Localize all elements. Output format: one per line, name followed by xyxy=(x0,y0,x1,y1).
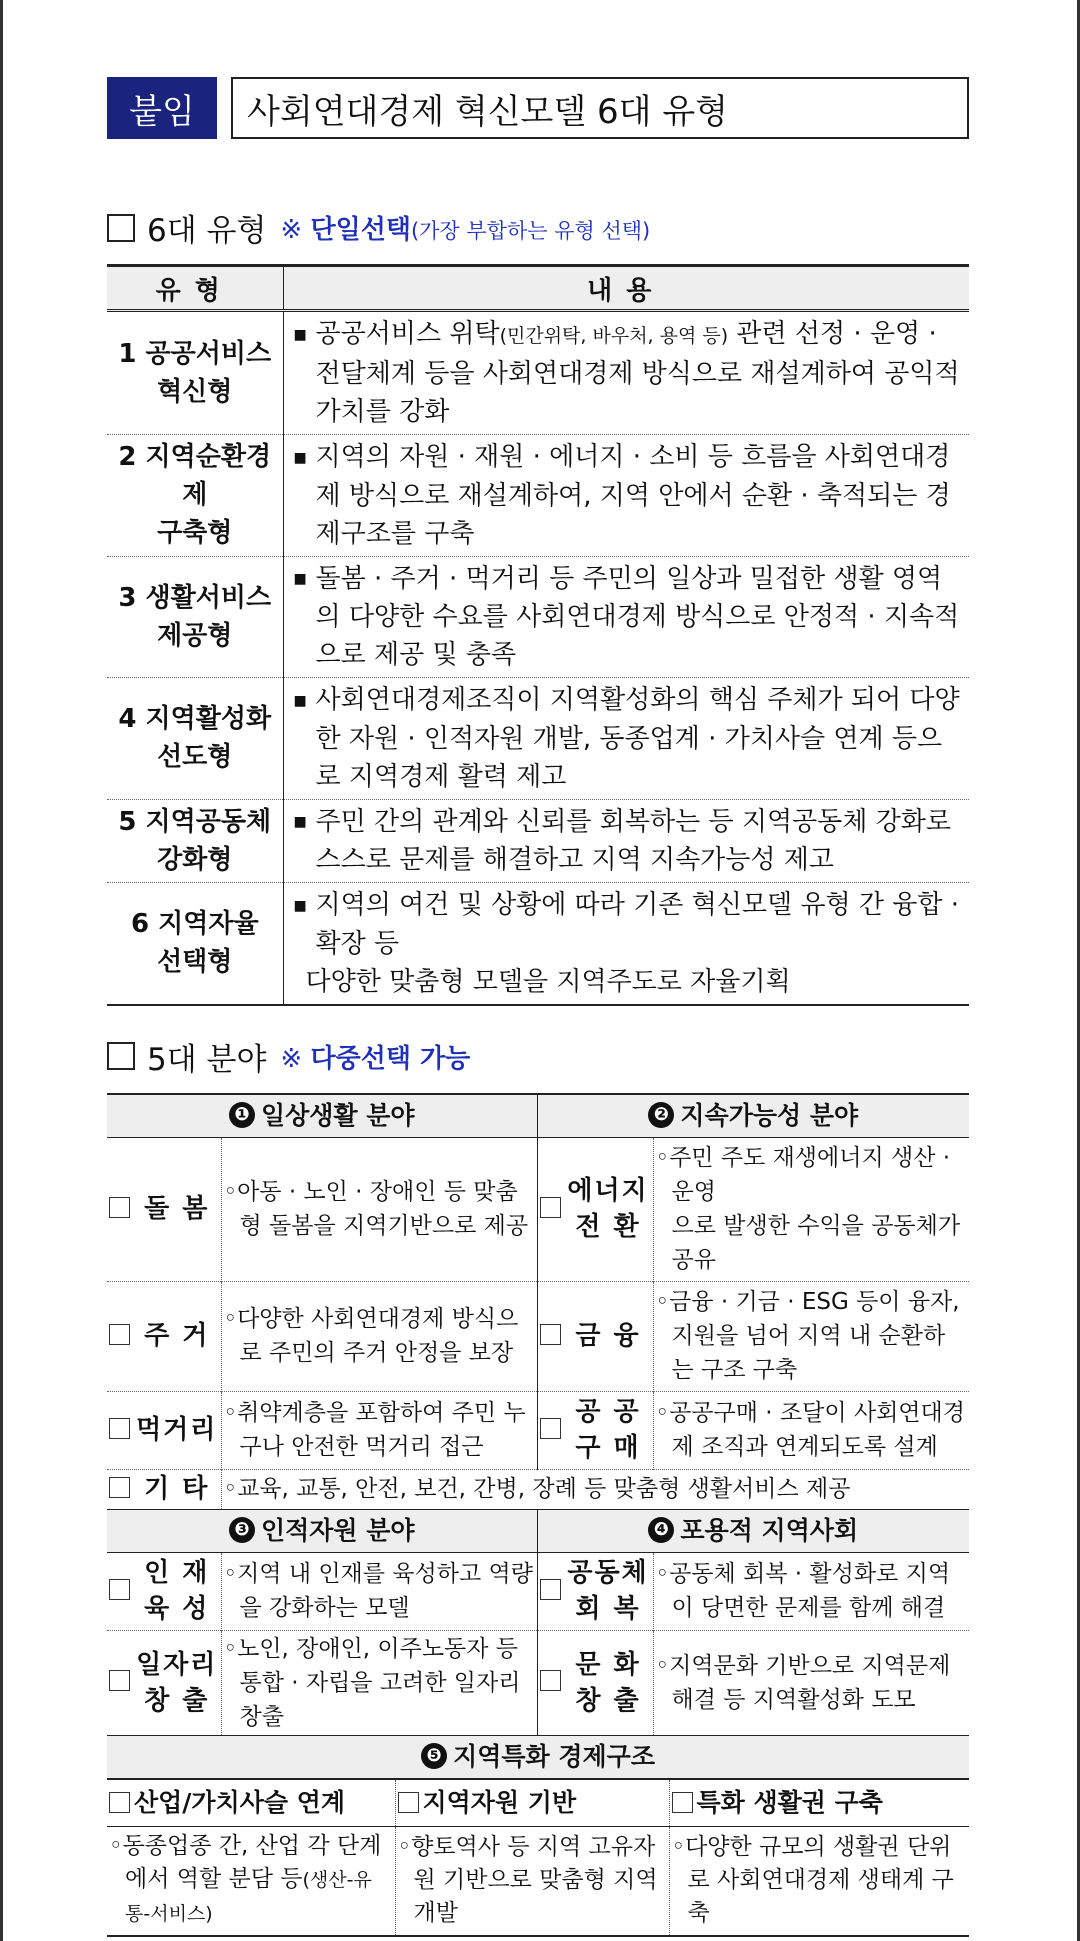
option-label: 금 융 xyxy=(575,1321,641,1351)
col-content-header: 내용 xyxy=(283,266,969,311)
option-desc xyxy=(653,1552,969,1630)
group-header-sustainability xyxy=(537,1094,969,1138)
square-bullet-icon: ■ xyxy=(293,692,307,709)
option-label: 공 공 xyxy=(575,1397,641,1427)
desc-text: 돌봄 · 주거 · 먹거리 등 주민의 일상과 밀접한 생활 영역의 다양한 수요를 사회연대경제 방식으로 안정적 · 지속적으로 제공 및 충족 xyxy=(315,563,960,670)
desc-text: 지역의 여건 및 상황에 따라 기존 혁신모델 유형 간 융합 · 확장 등 xyxy=(315,890,959,959)
option-housing[interactable] xyxy=(107,1281,221,1391)
option-label: 창 출 xyxy=(575,1685,641,1716)
desc-text: ◦다양한 사회연대경제 방식으로 주민의 주거 안정을 보장 xyxy=(223,1306,519,1366)
option-local-resources[interactable] xyxy=(395,1780,669,1827)
option-label: 문 화 xyxy=(575,1649,641,1680)
table-row xyxy=(107,799,969,883)
checkbox-icon[interactable] xyxy=(540,1579,561,1600)
desc-text: 으로 발생한 수익을 공동체가 공유 xyxy=(671,1213,961,1273)
option-food[interactable] xyxy=(107,1391,221,1469)
desc-text: ◦공동체 회복 · 활성화로 지역이 당면한 문제를 함께 해결 xyxy=(655,1561,951,1621)
desc-text: 공공서비스 위탁 xyxy=(315,319,500,349)
desc-text: 관련 선정 · 운영 · 전달체계 등을 사회연대경제 방식으로 재설계하여 공익적 가치를 강화 xyxy=(315,319,960,427)
type-suffix: 구축형 xyxy=(157,518,233,549)
checkbox-icon[interactable] xyxy=(540,1670,561,1691)
five-fields-table xyxy=(107,1093,969,1780)
option-desc xyxy=(653,1137,969,1281)
desc-cell xyxy=(283,435,969,557)
group-header-regional-economy xyxy=(107,1735,969,1779)
option-label: 공동체 xyxy=(567,1558,649,1588)
square-bullet-icon: ■ xyxy=(293,814,307,830)
group-header-inclusive-community xyxy=(537,1509,969,1552)
type-number: 3 xyxy=(118,582,137,613)
square-bullet-icon: ■ xyxy=(293,326,307,343)
table-row xyxy=(107,556,969,678)
group-title: 지역특화 경제구조 xyxy=(453,1741,655,1771)
note-mark: ※ xyxy=(280,1043,303,1074)
option-label: 일자리 xyxy=(136,1649,218,1680)
option-public-procurement[interactable] xyxy=(537,1391,653,1469)
type-suffix: 혁신형 xyxy=(157,377,233,407)
number-5-icon: ❺ xyxy=(421,1743,447,1769)
attachment-header xyxy=(107,77,969,139)
desc-text: ◦주민 주도 재생에너지 생산 · 운영 xyxy=(655,1145,951,1205)
regional-economy-table xyxy=(107,1780,969,1938)
option-desc xyxy=(221,1391,537,1469)
desc-text: 다양한 맞춤형 모델을 지역주도로 자율기획 xyxy=(305,966,791,997)
type-name: 지역순환경제 xyxy=(145,442,272,511)
document-page xyxy=(107,77,969,1937)
desc-text: ◦지역 내 인재를 육성하고 역량을 강화하는 모델 xyxy=(223,1561,533,1621)
section-five-fields-heading xyxy=(107,1034,969,1079)
option-community-recovery[interactable] xyxy=(537,1552,653,1630)
desc-text: ◦지역문화 기반으로 지역문제 해결 등 지역활성화 도모 xyxy=(655,1652,951,1713)
desc-text: ◦공공구매 · 조달이 사회연대경제 조직과 연계되도록 설계 xyxy=(655,1400,965,1460)
desc-text: 사회연대경제조직이 지역활성화의 핵심 주체가 되어 다양한 자원 · 인적자원 개발, 동종업계 · 가치사슬 연계 등으로 지역경제 활력 제고 xyxy=(315,685,960,792)
desc-cell xyxy=(283,678,969,800)
selection-note xyxy=(280,1038,470,1075)
desc-text: ◦향토역사 등 지역 고유자원 기반으로 맞춤형 지역개발 xyxy=(397,1834,658,1927)
option-label: 특화 생활권 구축 xyxy=(696,1788,883,1817)
option-jobs[interactable] xyxy=(107,1630,221,1735)
section-six-types-heading xyxy=(107,205,969,250)
checkbox-icon[interactable] xyxy=(672,1792,693,1813)
type-cell xyxy=(107,435,283,557)
option-desc xyxy=(653,1281,969,1391)
note-bold: 단일선택 xyxy=(310,215,411,245)
desc-text: ◦금융 · 기금 · ESG 등이 융자, 지원을 넘어 지역 내 순환하는 구조 구축 xyxy=(655,1289,960,1383)
type-cell xyxy=(107,883,283,1005)
table-row xyxy=(107,311,969,435)
option-desc xyxy=(221,1137,537,1281)
checkbox-icon[interactable] xyxy=(109,1418,130,1439)
option-desc xyxy=(107,1826,395,1936)
option-label: 회 복 xyxy=(575,1594,641,1624)
option-desc xyxy=(221,1281,537,1391)
group-title: 포용적 지역사회 xyxy=(680,1515,859,1545)
desc-cell xyxy=(283,556,969,678)
note-mark: ※ xyxy=(280,215,303,245)
type-name: 생활서비스 xyxy=(145,582,272,613)
type-number: 5 xyxy=(118,806,137,837)
type-suffix: 제공형 xyxy=(157,620,233,651)
option-label: 주 거 xyxy=(144,1321,210,1351)
table-row xyxy=(107,678,969,800)
checkbox-icon[interactable] xyxy=(109,1792,130,1813)
section-title: 5대 분야 xyxy=(147,1041,267,1078)
option-talent[interactable] xyxy=(107,1552,221,1630)
checkbox-icon[interactable] xyxy=(398,1792,419,1813)
group-header-human-resources xyxy=(107,1509,537,1552)
option-label: 돌 봄 xyxy=(144,1194,210,1224)
type-name: 지역활성화 xyxy=(145,704,272,735)
option-finance[interactable] xyxy=(537,1281,653,1391)
square-bullet-icon: ■ xyxy=(293,571,307,587)
option-desc xyxy=(653,1630,969,1735)
option-culture[interactable] xyxy=(537,1630,653,1735)
checkbox-icon[interactable] xyxy=(109,1670,130,1691)
desc-text: ◦취약계층을 포함하여 주민 누구나 안전한 먹거리 접근 xyxy=(223,1400,526,1460)
section-title: 6대 유형 xyxy=(147,213,267,249)
option-label: 산업/가치사슬 연계 xyxy=(134,1788,346,1817)
desc-text: ◦교육, 교통, 안전, 보건, 간병, 장례 등 맞춤형 생활서비스 제공 xyxy=(223,1476,851,1502)
square-bullet-icon: ■ xyxy=(293,449,307,466)
type-suffix: 선도형 xyxy=(157,742,233,773)
option-desc xyxy=(653,1391,969,1469)
checkbox-icon[interactable] xyxy=(540,1418,561,1439)
option-label: 육 성 xyxy=(144,1594,210,1624)
group-title: 인적자원 분야 xyxy=(260,1515,415,1545)
six-types-table xyxy=(107,264,969,1006)
option-label: 기 타 xyxy=(144,1474,210,1504)
option-label: 인 재 xyxy=(144,1558,210,1588)
page-border-left xyxy=(0,0,3,1941)
desc-text: ◦동종업종 간, 산업 각 단계에서 역할 분담 등 xyxy=(109,1833,382,1893)
note-small: (가장 부합하는 유형 선택) xyxy=(410,219,651,243)
square-bullet-icon: ■ xyxy=(293,897,307,914)
group-title: 일상생활 분야 xyxy=(260,1100,415,1130)
type-suffix: 강화형 xyxy=(157,844,233,875)
checkbox-square-icon xyxy=(107,214,135,242)
option-label: 먹거리 xyxy=(136,1415,218,1445)
type-name: 지역공동체 xyxy=(145,806,272,837)
table-row xyxy=(107,435,969,557)
option-energy[interactable] xyxy=(537,1137,653,1281)
checkbox-square-icon xyxy=(107,1042,135,1070)
option-desc xyxy=(669,1826,969,1936)
type-number: 1 xyxy=(118,339,137,369)
option-care[interactable] xyxy=(107,1137,221,1281)
document-title: 사회연대경제 혁신모델 6대 유형 xyxy=(231,77,969,139)
option-living-zone[interactable] xyxy=(669,1780,969,1827)
type-cell xyxy=(107,799,283,883)
type-number: 4 xyxy=(118,704,137,735)
type-cell xyxy=(107,556,283,678)
desc-text: 지역의 자원 · 재원 · 에너지 · 소비 등 흐름을 사회연대경제 방식으로 재설계하여, 지역 안에서 순환 · 축적되는 경제구조를 구축 xyxy=(315,442,951,549)
option-industry-value-chain[interactable] xyxy=(107,1780,395,1827)
option-label: 구 매 xyxy=(575,1433,641,1463)
option-desc xyxy=(221,1469,969,1509)
desc-text: ◦노인, 장애인, 이주노동자 등 통합 · 자립을 고려한 일자리 창출 xyxy=(223,1635,521,1730)
desc-small: (생산-유통-서비스) xyxy=(125,1869,372,1926)
type-cell xyxy=(107,678,283,800)
type-name: 지역자율 xyxy=(158,909,259,940)
note-bold: 다중선택 가능 xyxy=(310,1043,471,1074)
desc-text: ◦아동 · 노인 · 장애인 등 맞춤형 돌봄을 지역기반으로 제공 xyxy=(223,1179,529,1239)
number-3-icon: ❸ xyxy=(229,1517,255,1543)
option-desc xyxy=(395,1826,669,1936)
option-desc xyxy=(221,1552,537,1630)
desc-cell xyxy=(283,311,969,435)
desc-cell xyxy=(283,883,969,1005)
table-header-row xyxy=(107,266,969,311)
col-type-header: 유형 xyxy=(107,266,283,311)
selection-note xyxy=(280,209,650,246)
type-name: 공공서비스 xyxy=(145,339,272,369)
desc-text: ◦다양한 규모의 생활권 단위로 사회연대경제 생태계 구축 xyxy=(671,1834,954,1927)
checkbox-icon[interactable] xyxy=(109,1197,130,1218)
group-title: 지속가능성 분야 xyxy=(680,1100,859,1130)
group-header-daily-life xyxy=(107,1094,537,1138)
number-1-icon: ❶ xyxy=(229,1102,255,1128)
type-suffix: 선택형 xyxy=(157,947,233,978)
option-desc xyxy=(221,1630,537,1735)
option-label: 전 환 xyxy=(575,1212,641,1242)
option-label: 창 출 xyxy=(144,1685,210,1716)
checkbox-icon[interactable] xyxy=(540,1197,561,1218)
option-other[interactable] xyxy=(107,1469,221,1509)
checkbox-icon[interactable] xyxy=(109,1579,130,1600)
desc-small: (민간위탁, 바우처, 용역 등) xyxy=(499,325,729,347)
desc-cell xyxy=(283,799,969,883)
checkbox-icon[interactable] xyxy=(109,1324,130,1345)
type-number: 6 xyxy=(130,909,150,940)
desc-text: 주민 간의 관계와 신뢰를 회복하는 등 지역공동체 강화로 스스로 문제를 해결하고 지역 지속가능성 제고 xyxy=(315,806,952,875)
table-row xyxy=(107,883,969,1005)
option-label: 지역자원 기반 xyxy=(422,1788,577,1817)
number-4-icon: ❹ xyxy=(648,1517,674,1543)
type-number: 2 xyxy=(118,442,137,473)
checkbox-icon[interactable] xyxy=(109,1477,130,1498)
type-cell xyxy=(107,311,283,435)
checkbox-icon[interactable] xyxy=(540,1324,561,1345)
number-2-icon: ❷ xyxy=(648,1102,674,1128)
attachment-tag: 붙임 xyxy=(107,77,217,139)
option-label: 에너지 xyxy=(567,1176,649,1206)
